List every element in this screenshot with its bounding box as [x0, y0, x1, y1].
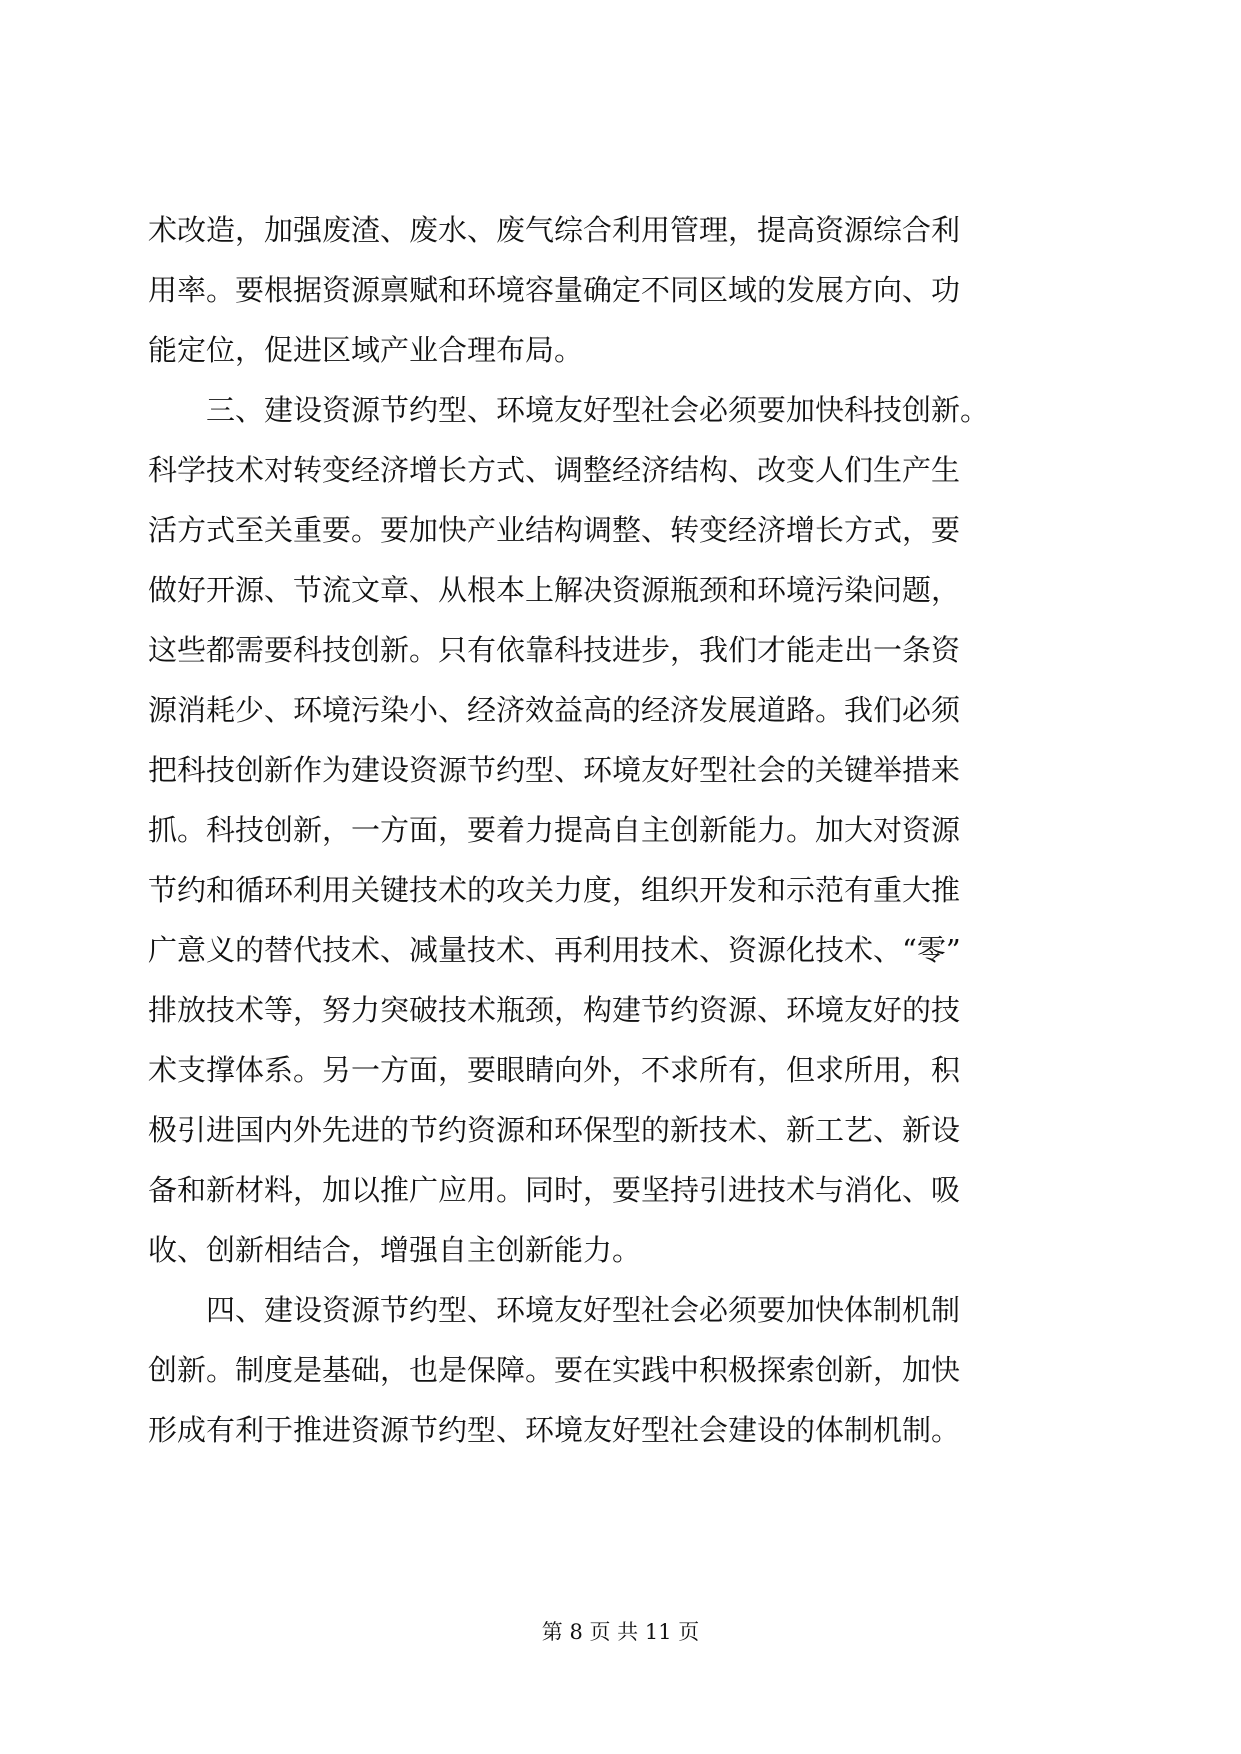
text-line-content: 节约和循环利用关键技术的攻关力度，组织开发和示范有重大推: [148, 873, 961, 907]
text-line-content: 广意义的替代技术、减量技术、再利用技术、资源化技术、“零”: [148, 933, 961, 967]
text-line-content: 形成有利于推进资源节约型、环境友好型社会建设的体制机制。: [148, 1413, 961, 1447]
text-line-content: 三、建设资源节约型、环境友好型社会必须要加快科技创新。: [206, 393, 990, 427]
text-line-content: 科学技术对转变经济增长方式、调整经济结构、改变人们生产生: [148, 453, 961, 487]
text-line-content: 做好开源、节流文章、从根本上解决资源瓶颈和环境污染问题，: [148, 573, 961, 607]
text-line-content: 极引进国内外先进的节约资源和环保型的新技术、新工艺、新设: [148, 1113, 961, 1147]
text-line-content: 四、建设资源节约型、环境友好型社会必须要加快体制机制: [206, 1293, 961, 1327]
text-line-content: 用率。要根据资源禀赋和环境容量确定不同区域的发展方向、功: [148, 273, 961, 307]
text-line-content: 把科技创新作为建设资源节约型、环境友好型社会的关键举措来: [148, 753, 961, 787]
text-line-content: 抓。科技创新，一方面，要着力提高自主创新能力。加大对资源: [148, 813, 961, 847]
text-line-content: 收、创新相结合，增强自主创新能力。: [148, 1233, 642, 1267]
text-line-content: 这些都需要科技创新。只有依靠科技进步，我们才能走出一条资: [148, 633, 961, 667]
text-line-content: 创新。制度是基础，也是保障。要在实践中积极探索创新，加快: [148, 1353, 961, 1387]
text-line-content: 术支撑体系。另一方面，要眼睛向外，不求所有，但求所用，积: [148, 1053, 961, 1087]
page-footer: 第 8 页 共 11 页: [541, 1620, 700, 1644]
text-line-content: 活方式至关重要。要加快产业结构调整、转变经济增长方式，要: [148, 513, 961, 547]
text-line-content: 排放技术等，努力突破技术瓶颈，构建节约资源、环境友好的技: [148, 993, 961, 1027]
text-line-content: 能定位，促进区域产业合理布局。: [148, 333, 584, 367]
text-line-content: 备和新材料，加以推广应用。同时，要坚持引进技术与消化、吸: [148, 1173, 961, 1207]
text-line-content: 源消耗少、环境污染小、经济效益高的经济发展道路。我们必须: [148, 693, 961, 727]
text-line-content: 术改造，加强废渣、废水、废气综合利用管理，提高资源综合利: [148, 213, 961, 247]
